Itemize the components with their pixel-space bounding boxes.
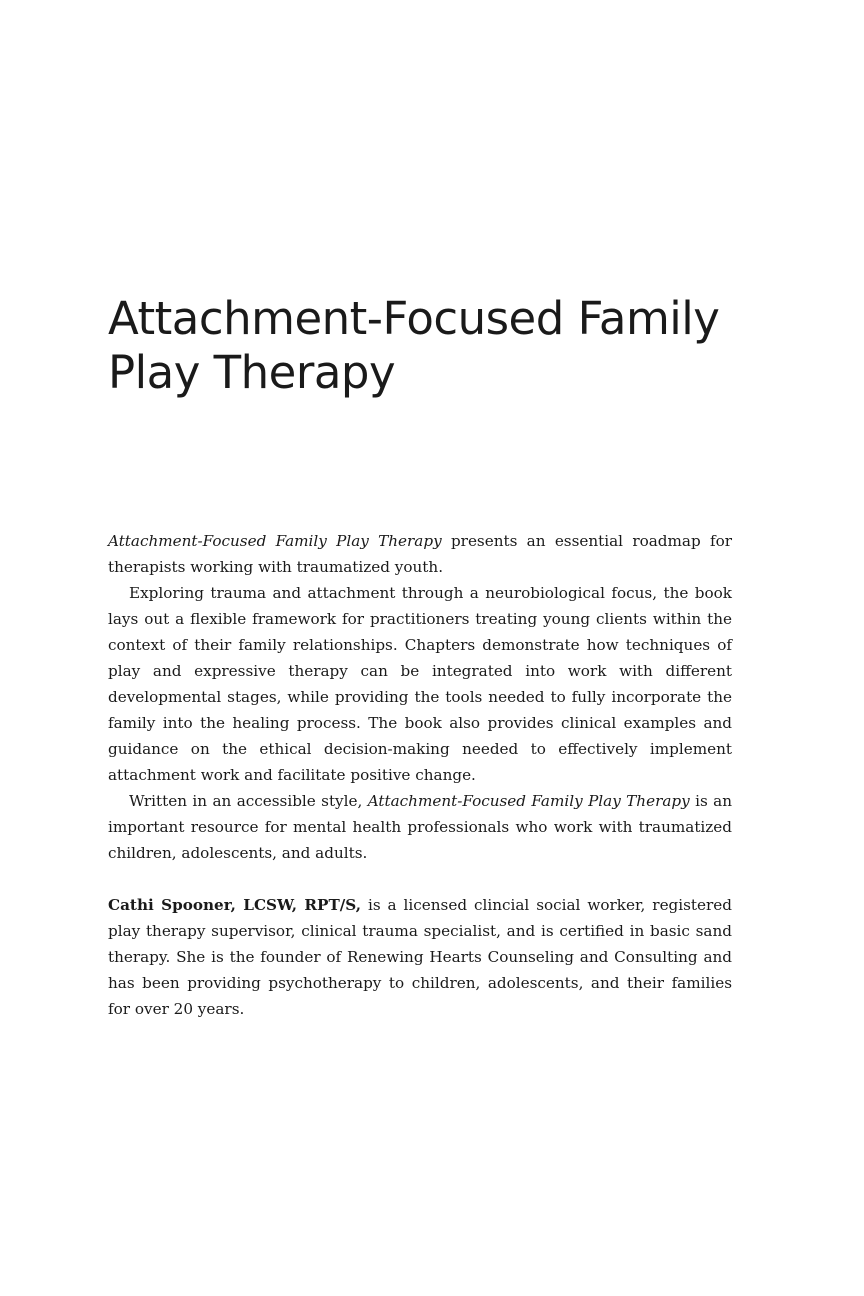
- description-paragraph-3: [108, 788, 732, 866]
- author-bio: [108, 892, 732, 1022]
- description-paragraph-3-title-italic: Attachment-Focused Family Play Therapy: [367, 792, 690, 810]
- description-paragraph-1-text: presents an essential roadmap for therapists working with traumatized youth.: [108, 532, 733, 576]
- book-description: [108, 528, 732, 1022]
- description-title-italic: Attachment-Focused Family Play Therapy: [108, 532, 442, 550]
- book-title-line-2: Play Therapy: [108, 346, 396, 399]
- author-name: Cathi Spooner, LCSW, RPT/S,: [108, 896, 362, 914]
- author-bio-text: is a licensed clincial social worker, registered play therapy supervisor, clinical trauma specialist, and is certified in basic sand therapy. She is the founder of Renewing Hearts Counseling and Consulting and has been providing psychotherapy to children, adolescents, and their families for over 20 years.: [108, 896, 732, 1018]
- book-title: [108, 292, 748, 400]
- description-paragraph-3-end: is an important resource for mental health professionals who work with traumatized children, adolescents, and adults.: [108, 792, 732, 862]
- description-paragraph-3-start: Written in an accessible style,: [129, 792, 368, 810]
- description-paragraph-1: [108, 528, 732, 580]
- description-paragraph-2: Exploring trauma and attachment through a neurobiological focus, the book lays out a flexible framework for practitioners treating young clients within the context of their family relationships. Chapters demonstrate how techniques of play and expressive therapy can be integrated into work with different developmental stages, while providing the tools needed to fully incorporate the family into the healing process. The book also provides clinical examples and guidance on the ethical decision-making needed to effectively implement attachment work and facilitate positive change.: [108, 584, 732, 784]
- book-title-line-1: Attachment-Focused Family: [108, 292, 720, 345]
